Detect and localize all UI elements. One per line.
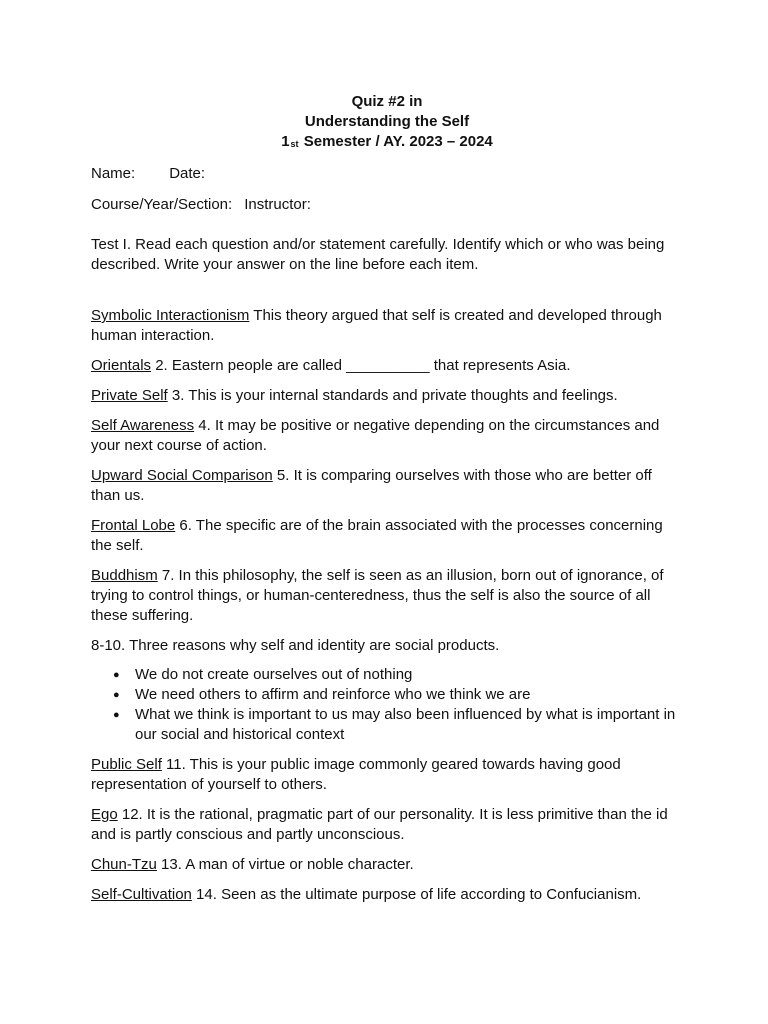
item-text: 2. Eastern people are called __________ that represents Asia.: [151, 357, 571, 374]
name-label: Name:: [91, 165, 136, 182]
item-text: 7. In this philosophy, the self is seen as an illusion, born out of ignorance, of trying to control things, or human-centeredness, thus the self is also the source of all these suffering.: [91, 567, 664, 624]
item-answer: Private Self: [91, 387, 168, 404]
item-answer: Ego: [91, 806, 118, 823]
item-text: 6. The specific are of the brain associated with the processes concerning the self.: [91, 517, 663, 554]
item-text: 14. Seen as the ultimate purpose of life according to Confucianism.: [191, 886, 642, 903]
quiz-item: [91, 566, 683, 626]
quiz-item: [91, 306, 683, 346]
course-instructor-row: [91, 195, 683, 215]
item-answer: Symbolic Interactionism: [91, 307, 250, 324]
quiz-page: [91, 92, 683, 905]
semester-text: Semester / AY. 2023 – 2024: [299, 133, 493, 150]
date-label: Date:: [169, 165, 206, 182]
quiz-item: [91, 885, 683, 905]
semester-ordinal-suffix: st: [290, 139, 299, 149]
quiz-title-block: [91, 92, 683, 153]
quiz-item: [91, 516, 683, 556]
reasons-heading: 8-10. Three reasons why self and identity are social products.: [91, 637, 500, 654]
quiz-item: [91, 755, 683, 795]
test-instructions: Test I. Read each question and/or statement carefully. Identify which or who was being described. Write your answer on the line before each item.: [91, 236, 665, 273]
quiz-item: [91, 386, 683, 406]
reason-bullet: ● We do not create ourselves out of nothing: [135, 665, 683, 685]
item-text: 4. It may be positive or negative depending on the circumstances and your next course of action.: [91, 417, 660, 454]
quiz-title: Quiz #2 in: [351, 93, 423, 110]
item-answer: Frontal Lobe: [91, 517, 176, 534]
reason-bullet: ● We need others to affirm and reinforce who we think we are: [135, 685, 683, 705]
quiz-subject: Understanding the Self: [304, 113, 470, 130]
item-text: 12. It is the rational, pragmatic part of our personality. It is less primitive than the id and is partly conscious and partly unconscious.: [91, 806, 668, 843]
item-answer: Chun-Tzu: [91, 856, 157, 873]
item-text: 3. This is your internal standards and private thoughts and feelings.: [167, 387, 618, 404]
item-answer: Self-Cultivation: [91, 886, 192, 903]
item-text: This theory argued that self is created and developed through human interaction.: [91, 307, 662, 344]
item-answer: Upward Social Comparison: [91, 467, 273, 484]
quiz-item: [91, 356, 683, 376]
item-text: 13. A man of virtue or noble character.: [156, 856, 414, 873]
quiz-item: [91, 466, 683, 506]
item-text: 5. It is comparing ourselves with those who are better off than us.: [91, 467, 652, 504]
quiz-semester: [91, 132, 683, 153]
quiz-item: [91, 855, 683, 875]
course-label: Course/Year/Section:: [91, 196, 233, 213]
reasons-list: [91, 665, 683, 745]
item-answer: Public Self: [91, 756, 162, 773]
quiz-item: [91, 416, 683, 456]
reason-bullet: ● What we think is important to us may also been influenced by what is important in our social and historical context: [135, 705, 683, 745]
semester-number: 1: [281, 133, 290, 150]
item-text: 11. This is your public image commonly geared towards having good representation of yourself to others.: [91, 756, 621, 793]
item-answer: Buddhism: [91, 567, 158, 584]
item-answer: Self Awareness: [91, 417, 195, 434]
name-date-row: [91, 164, 683, 184]
instructor-label: Instructor:: [244, 196, 311, 213]
quiz-item: [91, 805, 683, 845]
item-answer: Orientals: [91, 357, 152, 374]
